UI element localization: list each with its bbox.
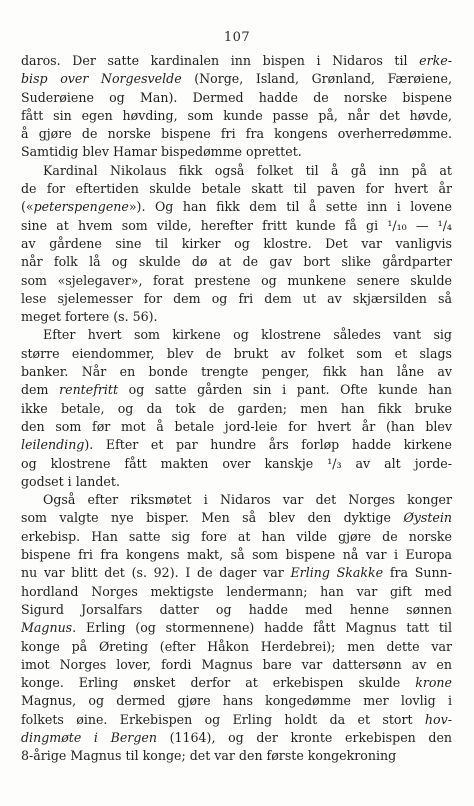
italic-text: bisp over Norgesvelde [21, 71, 182, 87]
text-run: Også efter riksmøtet i Nidaros var det Norges konger [43, 492, 452, 508]
text-run: ). Efter et par hundre års forløp hadde kirkene [84, 437, 452, 453]
text-line [21, 89, 452, 107]
text-run: som «sjelegaver», forat prestene og munkene senere skulde [21, 272, 452, 288]
text-run: som valgte nye bisper. Men så blev den dyktige [21, 510, 404, 526]
paragraph [21, 52, 452, 162]
text-line [21, 52, 452, 70]
text-run: godset i landet. [21, 473, 120, 489]
text-run: erkebisp. Han satte sig fore at han vilde gjøre de norske [21, 528, 452, 544]
text-run: 8-årige Magnus til konge; det var den første kongekroning [21, 748, 397, 764]
text-run: Magnus, og dermed gjøre hans kongedømme mer lovlig i [21, 693, 452, 709]
italic-text: erke- [419, 53, 452, 68]
text-line [21, 326, 452, 344]
text-run: konge på Øreting (efter Håkon Herdebrei); men dette var [21, 638, 452, 654]
text-run: (« [21, 199, 34, 215]
text-line [21, 546, 452, 564]
text-line [21, 381, 452, 399]
text-line [21, 308, 452, 326]
text-run: når folk lå og skulde dø at de gav bort slike gårdparter [21, 254, 452, 270]
text-line [21, 711, 452, 729]
text-line [21, 455, 452, 473]
text-run: den som før mot å betale jord-leie for hvert år (han blev [21, 418, 452, 434]
text-line [21, 107, 452, 125]
page-number: 107 [223, 30, 251, 45]
text-line [21, 70, 452, 88]
text-line [21, 162, 452, 180]
text-run: meget fortere (s. 56). [21, 309, 158, 325]
text-line [21, 674, 452, 692]
text-run: Suderøiene og Man). Dermed hadde de norske bispene [21, 89, 452, 105]
text-run: dem [21, 382, 60, 398]
text-run: Efter hvert som kirkene og klostrene således vant sig [43, 327, 452, 343]
text-run: ikke betale, og da tok de garden; men han fikk bruke [21, 400, 452, 416]
text-run: hordland Norges mektigste lendermann; han var gift med [21, 583, 452, 599]
text-line [21, 564, 452, 582]
text-line [21, 180, 452, 198]
text-run: av gårdene sine til kirker og klostre. Det var vanligvis [21, 235, 452, 251]
paragraph [21, 162, 452, 327]
text-run: konge. Erling ønsket derfor at erkebispen skulde [21, 675, 416, 691]
text-run: Sigurd Jorsalfars datter og hadde med henne sønnen [21, 601, 452, 617]
text-run: Samtidig blev Hamar bispedømme oprettet. [21, 144, 302, 160]
text-line [21, 729, 452, 747]
italic-text: leilending [21, 437, 85, 453]
text-line [21, 418, 452, 436]
text-run: og satte gården sin i pant. Ofte kunde han [118, 382, 452, 398]
text-line [21, 491, 452, 509]
text-run: (1164), og der kronte erkebispen den [156, 729, 452, 745]
text-line [21, 272, 452, 290]
text-run: banker. Når en bonde trengte penger, fikk han låne av [21, 364, 452, 380]
text-line [21, 619, 452, 637]
body-text [21, 52, 452, 766]
text-line [21, 253, 452, 271]
text-run: daros. Der satte kardinalen inn bispen i Nidaros til [21, 53, 420, 68]
italic-text: hov- [424, 711, 452, 727]
text-line [21, 143, 452, 161]
text-line [21, 509, 452, 527]
text-run: . Erling (og stormennene) hadde fått Magnus tatt til [72, 620, 452, 636]
text-line [21, 583, 452, 601]
text-run: fra Sunn- [383, 565, 452, 581]
text-line [21, 125, 452, 143]
text-run: folkets øine. Erkebispen og Erling holdt da et stort [21, 711, 425, 727]
text-run: bispene fri fra kongens makt, så som bispene nå var i Europa [21, 547, 452, 563]
text-line [21, 638, 452, 656]
text-line [21, 345, 452, 363]
text-line [21, 290, 452, 308]
text-line [21, 217, 452, 235]
text-line [21, 235, 452, 253]
text-run: imot Norges lover, fordi Magnus bare var dattersønn av en [21, 656, 452, 672]
text-run: »). Og han fikk dem til å sette inn i lovene [128, 199, 452, 215]
text-run: og klostrene fått makten over kanskje ¹/₃ av alt jorde- [21, 455, 452, 471]
text-run: nu var blitt det (s. 92). I de dager var [21, 565, 291, 581]
text-run: lese sjelemesser for dem og fri dem ut av skjærsilden så [21, 290, 452, 306]
text-line [21, 400, 452, 418]
italic-text: krone [415, 675, 452, 691]
text-line [21, 198, 452, 216]
text-run: de for eftertiden skulde betale skatt til paven for hvert år [21, 181, 452, 197]
text-run: (Norge, Island, Grønland, Færøiene, [181, 71, 452, 87]
text-line [21, 656, 452, 674]
text-run: sine at hvem som vilde, herefter fritt kunde få gi ¹/₁₀ — ¹/₄ [21, 217, 452, 233]
text-run: fått sin egen høvding, som kunde passe på, når det høvde, [21, 107, 452, 123]
italic-text: rentefritt [59, 382, 119, 398]
italic-text: dingmøte i Bergen [21, 729, 157, 745]
italic-text: Øystein [403, 510, 452, 526]
text-line [21, 363, 452, 381]
italic-text: Magnus [21, 620, 73, 636]
text-line [21, 473, 452, 491]
text-line [21, 528, 452, 546]
text-line [21, 692, 452, 710]
paragraph [21, 491, 452, 765]
text-line [21, 436, 452, 454]
italic-text: Erling Skakke [290, 565, 384, 581]
text-run: større eiendommer, blev de brukt av folket som et slags [21, 345, 452, 361]
text-line [21, 601, 452, 619]
text-line [21, 747, 452, 765]
italic-text: peterspengene [33, 199, 129, 215]
text-run: å gjøre de norske bispene fri fra kongens overherredømme. [21, 126, 452, 142]
paragraph [21, 326, 452, 491]
text-run: Kardinal Nikolaus fikk også folket til å gå inn på at [43, 162, 452, 178]
